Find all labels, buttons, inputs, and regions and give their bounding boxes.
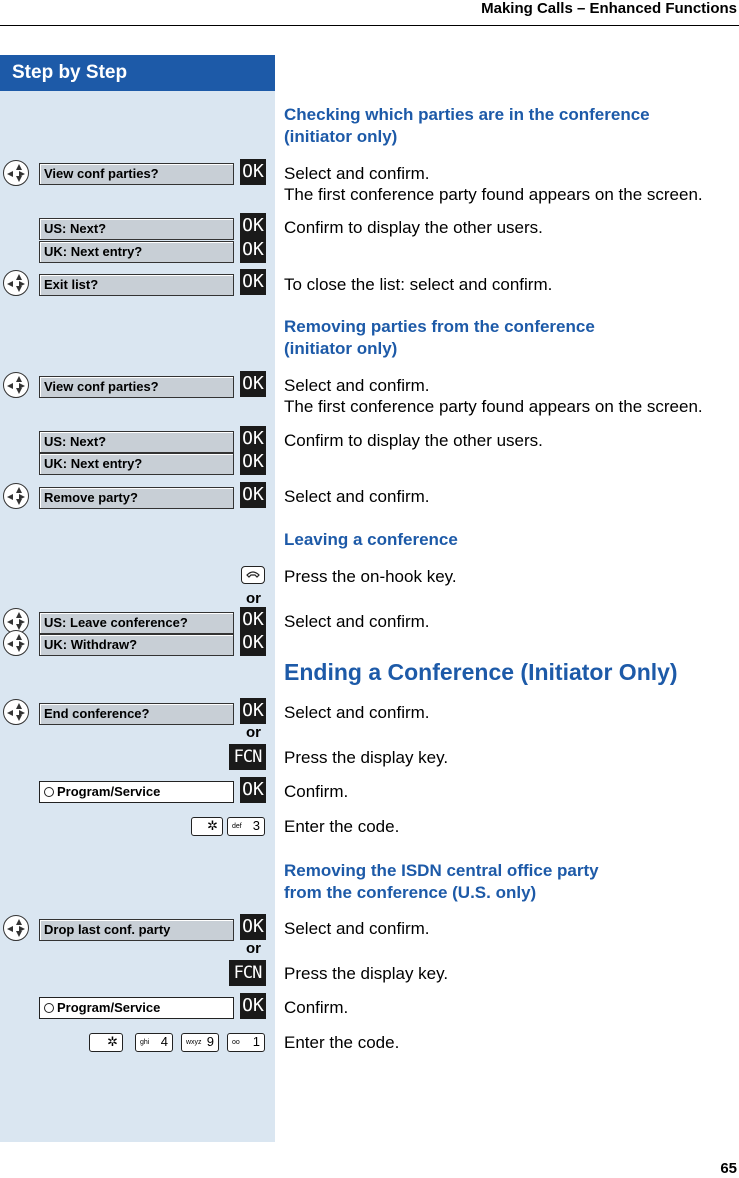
checking-heading-line1: Checking which parties are in the conference (284, 105, 650, 124)
checking-heading-line2: (initiator only) (284, 127, 398, 146)
removing-heading (284, 316, 595, 360)
header-rule (0, 25, 739, 26)
dial-key-4[interactable] (135, 1033, 173, 1052)
menu-drop-last-conf-party[interactable]: Drop last conf. party (39, 919, 234, 941)
menu-exit-list[interactable]: Exit list? (39, 274, 234, 296)
dial-key-star-label: ✲ (207, 818, 218, 833)
menu-view-conf-parties[interactable]: View conf parties? (39, 163, 234, 185)
checking-heading (284, 104, 650, 148)
circle-icon (44, 787, 54, 797)
or-separator: or (246, 940, 261, 957)
desc-enter-code: Enter the code. (284, 1033, 400, 1052)
dial-key-star[interactable] (89, 1033, 123, 1052)
ending-heading: Ending a Conference (Initiator Only) (284, 659, 678, 685)
desc-on-hook: Press the on-hook key. (284, 567, 457, 586)
navigation-key-icon (3, 483, 29, 509)
ok-key[interactable]: OK (240, 237, 266, 263)
dial-key-star-label: ✲ (107, 1034, 118, 1049)
dial-key-3-letters: def (232, 823, 242, 830)
ok-key[interactable]: OK (240, 159, 266, 185)
menu-us-next[interactable]: US: Next? (39, 218, 234, 240)
desc-line2: The first conference party found appears on the screen. (284, 397, 703, 416)
navigation-key-icon (3, 630, 29, 656)
desc-line1: Select and confirm. (284, 376, 430, 395)
desc-enter-code: Enter the code. (284, 817, 400, 836)
desc-select-confirm: Select and confirm. (284, 919, 430, 938)
menu-uk-withdraw[interactable]: UK: Withdraw? (39, 634, 234, 656)
ok-key[interactable]: OK (240, 269, 266, 295)
ok-key[interactable]: OK (240, 449, 266, 475)
desc-confirm-display-users: Confirm to display the other users. (284, 431, 543, 450)
dial-key-star[interactable] (191, 817, 223, 836)
page-header-title: Making Calls – Enhanced Functions (481, 0, 737, 17)
page-number: 65 (720, 1160, 737, 1177)
ok-key[interactable]: OK (240, 426, 266, 452)
menu-uk-next-entry[interactable]: UK: Next entry? (39, 453, 234, 475)
leaving-heading: Leaving a conference (284, 530, 458, 549)
dial-key-9-label: 9 (206, 1034, 214, 1049)
desc-line1: Select and confirm. (284, 164, 430, 183)
desc-confirm-display-users: Confirm to display the other users. (284, 218, 543, 237)
or-separator: or (246, 724, 261, 741)
desc-select-confirm (284, 375, 703, 417)
dial-key-1-label: 1 (252, 1034, 260, 1049)
dial-key-1-letters: oo (232, 1039, 240, 1046)
menu-end-conference[interactable]: End conference? (39, 703, 234, 725)
desc-press-display-key: Press the display key. (284, 748, 449, 767)
ok-key[interactable]: OK (240, 213, 266, 239)
ok-key[interactable]: OK (240, 914, 266, 940)
navigation-key-icon (3, 915, 29, 941)
removing-heading-line2: (initiator only) (284, 339, 398, 358)
dial-key-1[interactable] (227, 1033, 265, 1052)
on-hook-icon (246, 569, 260, 579)
navigation-key-icon (3, 699, 29, 725)
ok-key[interactable]: OK (240, 482, 266, 508)
menu-program-service-label: Program/Service (57, 1000, 161, 1015)
step-by-step-label: Step by Step (12, 62, 128, 83)
ok-key[interactable]: OK (240, 777, 266, 803)
menu-remove-party[interactable]: Remove party? (39, 487, 234, 509)
desc-confirm: Confirm. (284, 782, 349, 801)
dial-key-3[interactable] (227, 817, 265, 836)
ok-key[interactable]: OK (240, 607, 266, 633)
navigation-key-icon (3, 160, 29, 186)
desc-select-confirm: Select and confirm. (284, 487, 430, 506)
desc-close-list: To close the list: select and confirm. (284, 275, 553, 294)
desc-line2: The first conference party found appears on the screen. (284, 185, 703, 204)
fcn-key[interactable]: FCN (229, 960, 266, 986)
menu-view-conf-parties[interactable]: View conf parties? (39, 376, 234, 398)
desc-press-display-key: Press the display key. (284, 964, 449, 983)
dial-key-4-letters: ghi (140, 1039, 150, 1046)
desc-confirm: Confirm. (284, 998, 349, 1017)
dial-key-9[interactable] (181, 1033, 219, 1052)
isdn-heading-line2: from the conference (U.S. only) (284, 883, 537, 902)
on-hook-key[interactable] (241, 566, 265, 584)
removing-heading-line1: Removing parties from the conference (284, 317, 595, 336)
dial-key-9-letters: wxyz (186, 1039, 202, 1046)
menu-program-service[interactable] (39, 781, 234, 803)
ok-key[interactable]: OK (240, 993, 266, 1019)
or-separator: or (246, 590, 261, 607)
desc-select-confirm: Select and confirm. (284, 703, 430, 722)
ok-key[interactable]: OK (240, 698, 266, 724)
desc-select-confirm: Select and confirm. (284, 612, 430, 631)
menu-us-next[interactable]: US: Next? (39, 431, 234, 453)
ok-key[interactable]: OK (240, 371, 266, 397)
dial-key-3-label: 3 (252, 818, 260, 833)
menu-us-leave-conference[interactable]: US: Leave conference? (39, 612, 234, 634)
isdn-heading (284, 860, 599, 904)
dial-key-4-label: 4 (160, 1034, 168, 1049)
menu-uk-next-entry[interactable]: UK: Next entry? (39, 241, 234, 263)
fcn-key[interactable]: FCN (229, 744, 266, 770)
navigation-key-icon (3, 270, 29, 296)
menu-program-service[interactable] (39, 997, 234, 1019)
isdn-heading-line1: Removing the ISDN central office party (284, 861, 599, 880)
ok-key[interactable]: OK (240, 630, 266, 656)
menu-program-service-label: Program/Service (57, 784, 161, 799)
desc-select-confirm (284, 163, 703, 205)
circle-icon (44, 1003, 54, 1013)
navigation-key-icon (3, 372, 29, 398)
